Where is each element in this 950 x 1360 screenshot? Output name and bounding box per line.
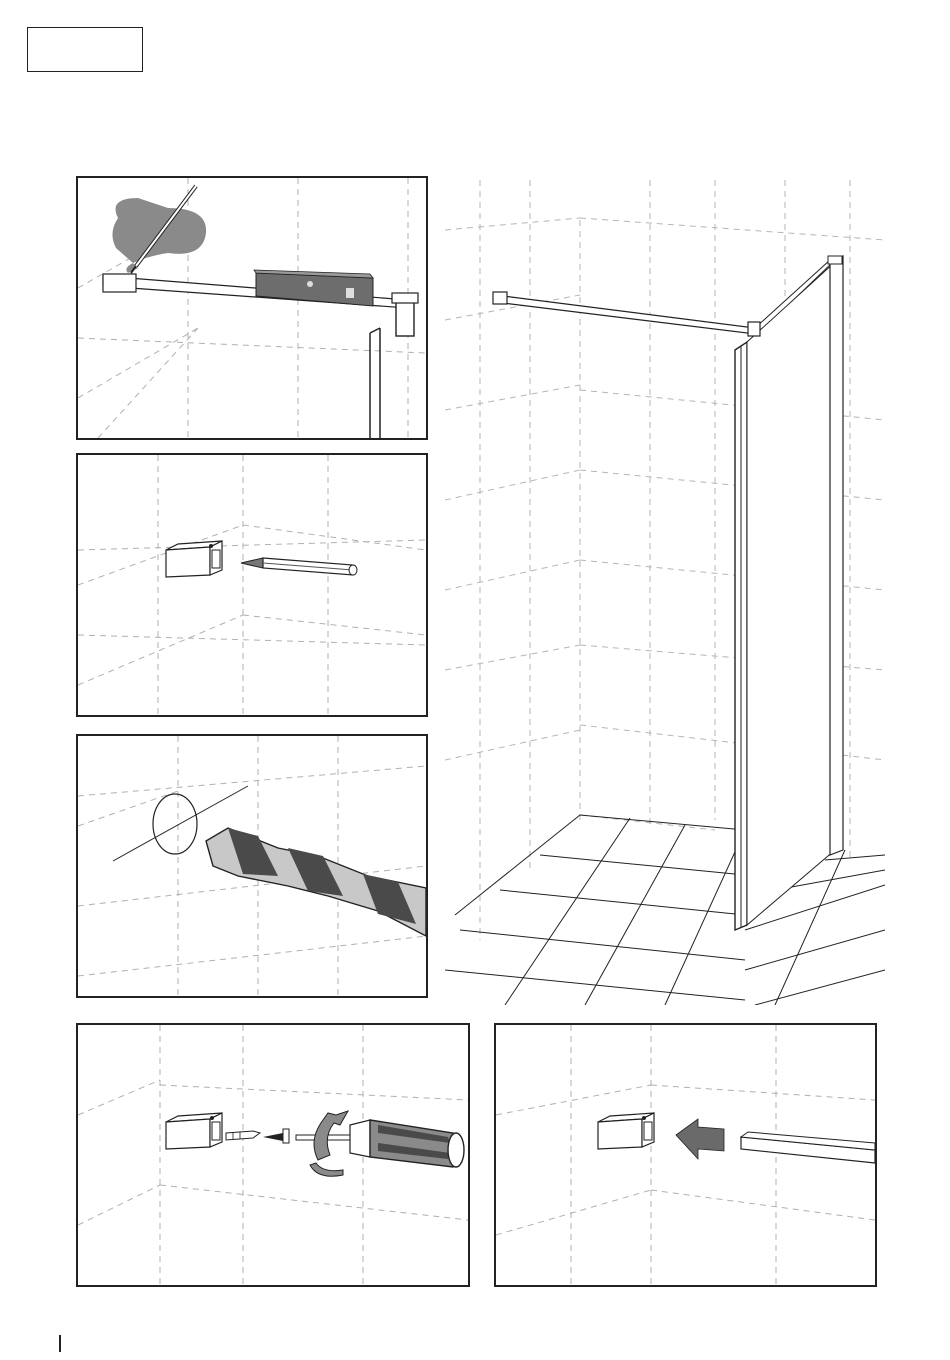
- wall-bracket-icon: [598, 1113, 654, 1149]
- stabiliser-bar-icon: [741, 1132, 875, 1163]
- panel-mark-position: [76, 176, 428, 440]
- screw-icon: [263, 1129, 289, 1143]
- glass-panel-edge: [370, 328, 380, 438]
- push-arrow-icon: [676, 1119, 724, 1159]
- fix-bracket-illustration: [78, 1025, 468, 1285]
- rotate-arrow-icon: [310, 1111, 348, 1176]
- panel-insert-bar: [494, 1023, 877, 1287]
- glass-panel: [735, 256, 843, 930]
- wall-bracket-icon: [166, 1113, 222, 1149]
- panel-fix-bracket: [76, 1023, 470, 1287]
- shower-overview-illustration: [445, 170, 885, 1005]
- spirit-level-icon: [254, 270, 373, 306]
- panel-mark-hole: [76, 453, 428, 717]
- drill-hole-illustration: [78, 736, 426, 996]
- page-margin-mark: [59, 1335, 61, 1352]
- corner-clamp: [392, 293, 418, 336]
- mark-position-illustration: [78, 178, 426, 438]
- shower-overview-scene: [445, 170, 885, 1005]
- wall-plug-icon: [226, 1131, 260, 1140]
- pencil-icon: [241, 558, 357, 575]
- drill-hole-outline: [153, 794, 197, 854]
- mark-hole-illustration: [78, 455, 426, 715]
- step-label-box: [27, 27, 143, 72]
- panel-drill-hole: [76, 734, 428, 998]
- drill-bit-icon: [206, 828, 426, 936]
- wall-bracket-icon: [166, 541, 222, 577]
- insert-bar-illustration: [496, 1025, 875, 1285]
